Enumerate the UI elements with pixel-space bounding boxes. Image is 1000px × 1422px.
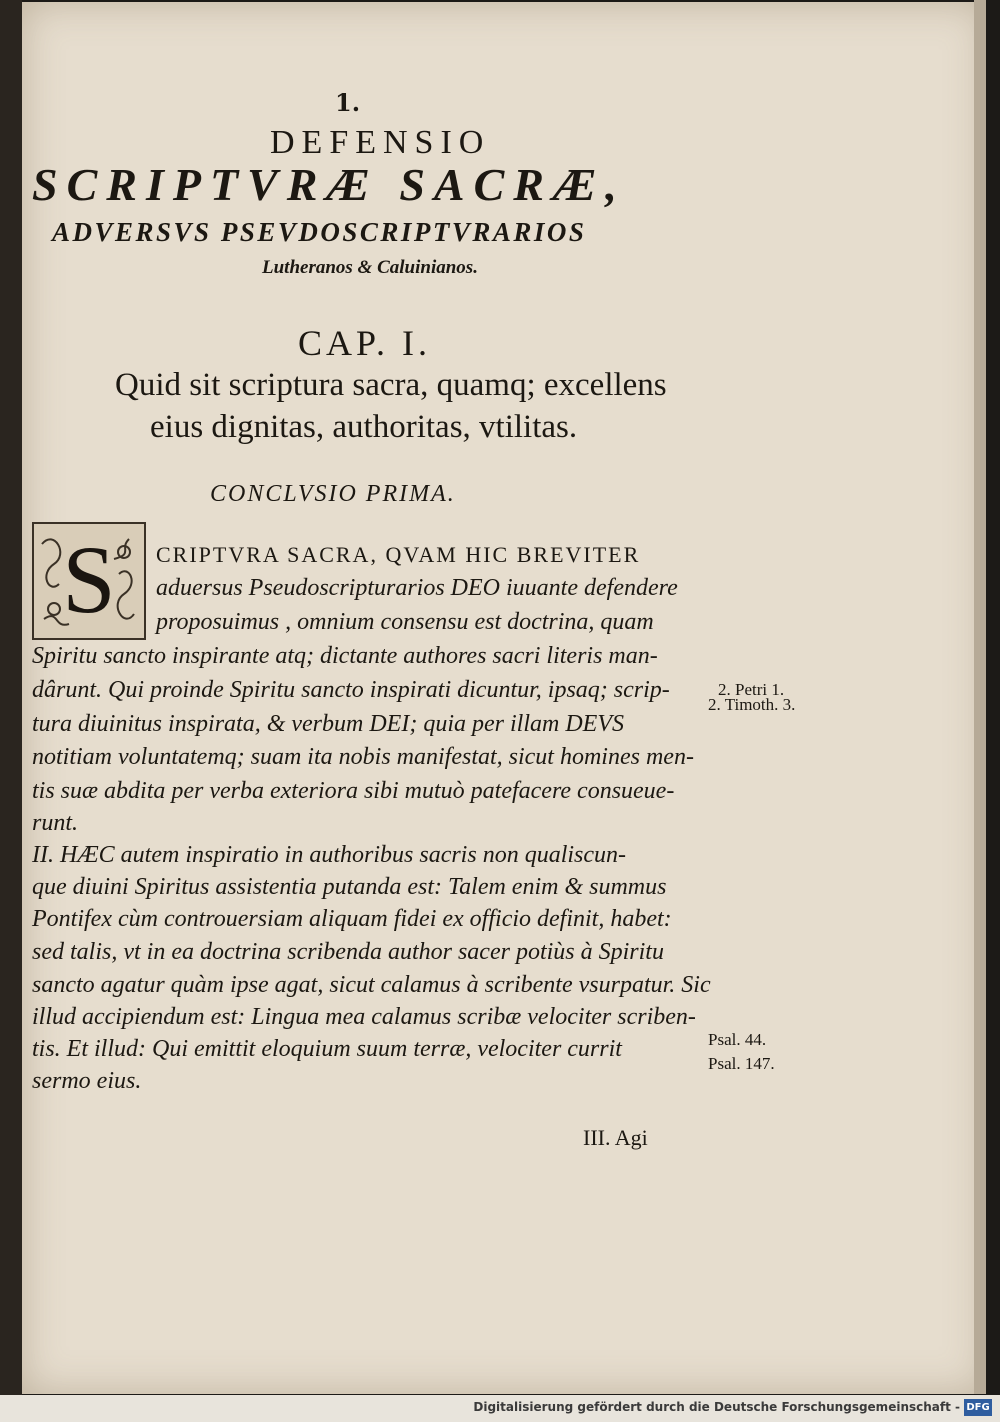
catchword: III. Agi — [583, 1125, 648, 1150]
body-line: illud accipiendum est: Lingua mea calamus scribæ velociter scriben- — [32, 1004, 696, 1030]
initial-letter: S — [62, 526, 116, 633]
chapter-subtitle-line1: Quid sit scriptura sacra, quamq; excellens — [115, 367, 667, 403]
body-line: tura diuinitus inspirata, & verbum DEI; quia per illam DEVS — [32, 711, 624, 737]
dfg-logo-icon: DFG — [964, 1399, 992, 1416]
margin-note: Psal. 147. — [708, 1054, 775, 1073]
footer-credit: Digitalisierung gefördert durch die Deutsche Forschungsgemeinschaft - — [473, 1400, 960, 1414]
body-line: dârunt. Qui proinde Spiritu sancto inspirati dicuntur, ipsaq; scrip- — [32, 677, 670, 703]
footer-bar — [0, 1395, 1000, 1422]
margin-note: 2. Timoth. 3. — [708, 695, 796, 714]
body-line: sancto agatur quàm ipse agat, sicut calamus à scribente vsurpatur. Sic — [32, 972, 711, 998]
body-line: tis. Et illud: Qui emittit eloquium suum terræ, velociter currit — [32, 1036, 622, 1062]
body-line: Pontifex cùm controuersiam aliquam fidei ex officio definit, habet: — [32, 906, 672, 932]
body-line: notitiam voluntatemq; suam ita nobis manifestat, sicut homines men- — [32, 744, 694, 770]
book-spine — [0, 0, 22, 1395]
section-heading: CONCLVSIO PRIMA. — [210, 481, 456, 507]
title-defensio: DEFENSIO — [270, 124, 491, 161]
margin-note: Psal. 44. — [708, 1030, 767, 1049]
page-number: 1. — [335, 88, 361, 117]
decorated-initial — [32, 522, 146, 640]
chapter-title: CAP. I. — [298, 323, 432, 363]
page-edge — [974, 0, 986, 1394]
body-line: sed talis, vt in ea doctrina scribenda author sacer potiùs à Spiritu — [32, 939, 664, 965]
body-line: II. HÆC autem inspiratio in authoribus sacris non qualiscun- — [32, 842, 627, 868]
title-scripturae-sacrae: SCRIPTVRÆ SACRÆ, — [32, 159, 626, 210]
body-line: CRIPTVRA SACRA, QVAM HIC BREVITER — [156, 542, 641, 567]
body-line: proposuimus , omnium consensu est doctrina, quam — [156, 609, 654, 635]
body-line: sermo eius. — [32, 1068, 142, 1094]
body-line: Spiritu sancto inspirante atq; dictante authores sacri literis man- — [32, 643, 658, 669]
title-lutheranos: Lutheranos & Caluinianos. — [262, 257, 478, 278]
body-line: runt. — [32, 810, 79, 836]
body-line: tis suæ abdita per verba exteriora sibi mutuò patefacere consueue- — [32, 778, 675, 804]
title-adversus: ADVERSVS PSEVDOSCRIPTVRARIOS — [52, 217, 587, 247]
chapter-subtitle-line2: eius dignitas, authoritas, vtilitas. — [150, 409, 578, 445]
body-line: aduersus Pseudoscripturarios DEO iuuante defendere — [156, 575, 678, 601]
body-line: que diuini Spiritus assistentia putanda est: Talem enim & summus — [32, 874, 667, 900]
margin-note: 2. Petri 1. — [718, 680, 785, 699]
